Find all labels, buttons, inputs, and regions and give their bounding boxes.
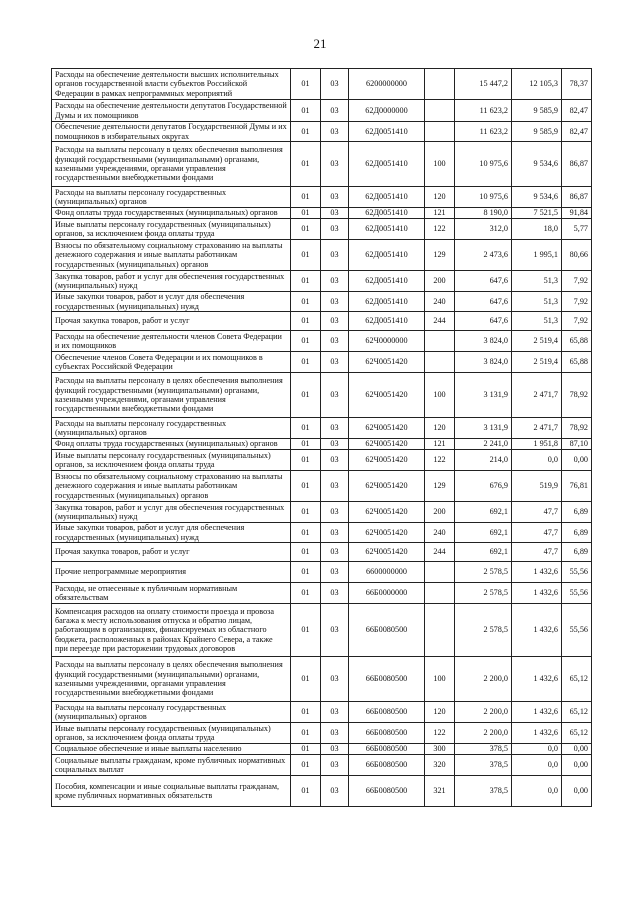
table-cell-name: Расходы на обеспечение деятельности высших исполнительных органов государственной власти субъектов Российской Федерации в рамках непрограммных мероприятий [52, 69, 291, 100]
table-cell-target-article: 62Д0051410 [349, 219, 425, 240]
table-cell-section: 01 [291, 604, 321, 657]
table-cell-section: 01 [291, 502, 321, 523]
table-cell-subsection: 03 [321, 657, 349, 702]
table-cell-fact: 0,0 [512, 776, 562, 807]
table-cell-fact: 2 471,7 [512, 418, 562, 439]
table-cell-subsection: 03 [321, 755, 349, 776]
table-row [52, 439, 592, 450]
table-cell-expense-type: 200 [425, 502, 455, 523]
table-cell-name: Расходы, не отнесенные к публичным нормативным обязательствам [52, 583, 291, 604]
table-cell-percent: 86,87 [562, 142, 592, 187]
table-cell-plan: 2 200,0 [455, 723, 512, 744]
table-cell-section: 01 [291, 292, 321, 312]
table-cell-name: Взносы по обязательному социальному страхованию на выплаты денежного содержания и иные выплаты работникам государственных (муниципальных) органов [52, 471, 291, 502]
table-cell-fact: 9 534,6 [512, 142, 562, 187]
table-cell-plan: 3 824,0 [455, 352, 512, 373]
table-cell-target-article: 66Б0080500 [349, 657, 425, 702]
table-cell-expense-type: 121 [425, 208, 455, 219]
table-cell-subsection: 03 [321, 523, 349, 543]
table-cell-plan: 3 131,9 [455, 373, 512, 418]
table-row [52, 502, 592, 523]
table-cell-target-article: 62Д0051410 [349, 292, 425, 312]
table-cell-fact: 1 432,6 [512, 562, 562, 583]
table-cell-fact: 9 585,9 [512, 100, 562, 122]
table-cell-target-article: 66Б0080500 [349, 723, 425, 744]
table-cell-target-article: 62Ч0051420 [349, 418, 425, 439]
table-cell-expense-type: 321 [425, 776, 455, 807]
table-row [52, 373, 592, 418]
table-cell-plan: 692,1 [455, 543, 512, 562]
table-cell-fact: 51,3 [512, 271, 562, 292]
table-row [52, 744, 592, 755]
table-cell-section: 01 [291, 755, 321, 776]
table-cell-fact: 51,3 [512, 292, 562, 312]
table-cell-expense-type: 122 [425, 723, 455, 744]
table-cell-percent: 0,00 [562, 755, 592, 776]
table-row [52, 312, 592, 331]
table-row [52, 562, 592, 583]
table-cell-section: 01 [291, 312, 321, 331]
table-cell-subsection: 03 [321, 219, 349, 240]
table-cell-name: Социальные выплаты гражданам, кроме публичных нормативных социальных выплат [52, 755, 291, 776]
table-cell-expense-type [425, 122, 455, 142]
table-cell-target-article: 62Д0051410 [349, 122, 425, 142]
table-cell-percent: 7,92 [562, 312, 592, 331]
table-cell-name: Расходы на обеспечение деятельности членов Совета Федерации и их помощников [52, 331, 291, 352]
table-cell-subsection: 03 [321, 142, 349, 187]
table-cell-name: Иные выплаты персоналу государственных (муниципальных) органов, за исключением фонда оплаты труда [52, 219, 291, 240]
table-cell-target-article: 66Б0080500 [349, 702, 425, 723]
table-cell-percent: 55,56 [562, 562, 592, 583]
table-cell-name: Расходы на выплаты персоналу государственных (муниципальных) органов [52, 418, 291, 439]
table-cell-name: Социальное обеспечение и иные выплаты населению [52, 744, 291, 755]
table-cell-fact: 18,0 [512, 219, 562, 240]
table-cell-name: Взносы по обязательному социальному страхованию на выплаты денежного содержания и иные выплаты работникам государственных (муниципальных) органов [52, 240, 291, 271]
table-cell-name: Иные закупки товаров, работ и услуг для обеспечения государственных (муниципальных) нужд [52, 292, 291, 312]
table-cell-plan: 378,5 [455, 755, 512, 776]
table-cell-section: 01 [291, 122, 321, 142]
table-cell-section: 01 [291, 523, 321, 543]
table-cell-name: Прочие непрограммные мероприятия [52, 562, 291, 583]
table-cell-subsection: 03 [321, 271, 349, 292]
table-cell-name: Расходы на выплаты персоналу в целях обеспечения выполнения функций государственными (муниципальными) органами, казенными учреждениями, органами управления государственными внебюджетными фондами [52, 657, 291, 702]
table-cell-section: 01 [291, 657, 321, 702]
table-cell-expense-type [425, 352, 455, 373]
table-cell-expense-type [425, 100, 455, 122]
table-cell-expense-type: 100 [425, 657, 455, 702]
budget-table [51, 68, 592, 807]
table-cell-expense-type: 244 [425, 312, 455, 331]
table-cell-plan: 692,1 [455, 502, 512, 523]
table-row [52, 69, 592, 100]
table-cell-target-article: 66Б0080500 [349, 776, 425, 807]
table-cell-section: 01 [291, 142, 321, 187]
table-cell-fact: 0,0 [512, 755, 562, 776]
table-cell-subsection: 03 [321, 312, 349, 331]
table-cell-target-article: 62Ч0051420 [349, 543, 425, 562]
table-cell-section: 01 [291, 373, 321, 418]
table-cell-fact: 1 432,6 [512, 702, 562, 723]
table-cell-percent: 82,47 [562, 100, 592, 122]
table-cell-plan: 676,9 [455, 471, 512, 502]
table-cell-percent: 87,10 [562, 439, 592, 450]
table-cell-subsection: 03 [321, 439, 349, 450]
table-cell-name: Прочая закупка товаров, работ и услуг [52, 543, 291, 562]
table-cell-subsection: 03 [321, 122, 349, 142]
table-cell-plan: 10 975,6 [455, 187, 512, 208]
table-cell-fact: 51,3 [512, 312, 562, 331]
table-cell-percent: 65,12 [562, 657, 592, 702]
table-cell-percent: 76,81 [562, 471, 592, 502]
table-cell-subsection: 03 [321, 69, 349, 100]
table-cell-fact: 519,9 [512, 471, 562, 502]
table-cell-percent: 78,37 [562, 69, 592, 100]
table-cell-section: 01 [291, 723, 321, 744]
table-cell-section: 01 [291, 744, 321, 755]
table-cell-plan: 3 131,9 [455, 418, 512, 439]
table-body [52, 69, 592, 807]
table-row [52, 418, 592, 439]
table-cell-name: Прочая закупка товаров, работ и услуг [52, 312, 291, 331]
table-cell-fact: 12 105,3 [512, 69, 562, 100]
table-cell-name: Иные закупки товаров, работ и услуг для обеспечения государственных (муниципальных) нужд [52, 523, 291, 543]
table-cell-expense-type [425, 604, 455, 657]
table-cell-plan: 2 578,5 [455, 604, 512, 657]
table-cell-subsection: 03 [321, 776, 349, 807]
table-cell-section: 01 [291, 583, 321, 604]
table-cell-fact: 1 951,8 [512, 439, 562, 450]
table-row [52, 100, 592, 122]
table-cell-plan: 2 200,0 [455, 657, 512, 702]
table-cell-percent: 6,89 [562, 543, 592, 562]
table-cell-target-article: 66Б0080500 [349, 604, 425, 657]
table-row [52, 352, 592, 373]
table-row [52, 271, 592, 292]
table-cell-subsection: 03 [321, 450, 349, 471]
table-cell-section: 01 [291, 450, 321, 471]
table-row [52, 331, 592, 352]
table-cell-section: 01 [291, 100, 321, 122]
table-cell-percent: 78,92 [562, 418, 592, 439]
table-cell-section: 01 [291, 439, 321, 450]
table-cell-expense-type: 100 [425, 373, 455, 418]
table-cell-expense-type: 244 [425, 543, 455, 562]
table-row [52, 583, 592, 604]
table-cell-expense-type: 122 [425, 219, 455, 240]
table-cell-expense-type: 121 [425, 439, 455, 450]
table-cell-target-article: 66Б0080500 [349, 755, 425, 776]
table-cell-fact: 2 519,4 [512, 352, 562, 373]
table-row [52, 755, 592, 776]
table-cell-percent: 0,00 [562, 776, 592, 807]
table-cell-fact: 1 432,6 [512, 657, 562, 702]
table-cell-percent: 5,77 [562, 219, 592, 240]
table-cell-plan: 8 190,0 [455, 208, 512, 219]
table-cell-target-article: 6600000000 [349, 562, 425, 583]
table-cell-fact: 47,7 [512, 502, 562, 523]
table-cell-section: 01 [291, 543, 321, 562]
table-cell-section: 01 [291, 271, 321, 292]
table-cell-target-article: 62Д0000000 [349, 100, 425, 122]
table-cell-subsection: 03 [321, 604, 349, 657]
table-cell-section: 01 [291, 219, 321, 240]
table-cell-name: Фонд оплаты труда государственных (муниципальных) органов [52, 208, 291, 219]
table-cell-fact: 1 432,6 [512, 604, 562, 657]
table-cell-fact: 1 432,6 [512, 723, 562, 744]
table-cell-percent: 0,00 [562, 744, 592, 755]
table-cell-name: Фонд оплаты труда государственных (муниципальных) органов [52, 439, 291, 450]
table-cell-target-article: 6200000000 [349, 69, 425, 100]
table-cell-percent: 7,92 [562, 292, 592, 312]
table-cell-fact: 9 534,6 [512, 187, 562, 208]
table-row [52, 240, 592, 271]
table-cell-name: Обеспечение деятельности депутатов Государственной Думы и их помощников в избирательных округах [52, 122, 291, 142]
table-cell-name: Расходы на выплаты персоналу государственных (муниципальных) органов [52, 702, 291, 723]
table-cell-subsection: 03 [321, 583, 349, 604]
table-cell-target-article: 62Д0051410 [349, 187, 425, 208]
table-cell-target-article: 62Ч0051420 [349, 439, 425, 450]
table-cell-section: 01 [291, 208, 321, 219]
table-cell-target-article: 62Д0051410 [349, 142, 425, 187]
table-row [52, 543, 592, 562]
table-cell-subsection: 03 [321, 373, 349, 418]
table-cell-expense-type [425, 583, 455, 604]
table-cell-subsection: 03 [321, 418, 349, 439]
table-row [52, 187, 592, 208]
table-cell-section: 01 [291, 352, 321, 373]
table-cell-fact: 47,7 [512, 523, 562, 543]
table-row [52, 702, 592, 723]
table-cell-subsection: 03 [321, 543, 349, 562]
table-cell-percent: 6,89 [562, 502, 592, 523]
table-cell-expense-type [425, 562, 455, 583]
table-cell-plan: 2 578,5 [455, 562, 512, 583]
table-cell-percent: 0,00 [562, 450, 592, 471]
table-row [52, 657, 592, 702]
table-row [52, 450, 592, 471]
table-row [52, 776, 592, 807]
table-cell-expense-type: 100 [425, 142, 455, 187]
table-cell-target-article: 62Ч0051420 [349, 523, 425, 543]
table-cell-section: 01 [291, 418, 321, 439]
table-cell-target-article: 62Ч0051420 [349, 352, 425, 373]
table-cell-subsection: 03 [321, 100, 349, 122]
table-cell-target-article: 62Д0051410 [349, 271, 425, 292]
table-cell-target-article: 62Ч0051420 [349, 502, 425, 523]
table-cell-subsection: 03 [321, 471, 349, 502]
table-cell-plan: 15 447,2 [455, 69, 512, 100]
table-cell-name: Компенсация расходов на оплату стоимости проезда и провоза багажа к месту использования отпуска и обратно лицам, работающим в организациях, финансируемых из областного бюджета, расположенных в районах Крайнего Севера, а также при переезде при расторжении трудовых договоров [52, 604, 291, 657]
table-cell-target-article: 62Ч0051420 [349, 450, 425, 471]
table-cell-percent: 82,47 [562, 122, 592, 142]
table-cell-plan: 11 623,2 [455, 122, 512, 142]
table-cell-name: Пособия, компенсации и иные социальные выплаты гражданам, кроме публичных нормативных обязательств [52, 776, 291, 807]
table-cell-percent: 65,12 [562, 702, 592, 723]
table-cell-subsection: 03 [321, 187, 349, 208]
table-cell-plan: 3 824,0 [455, 331, 512, 352]
page-number: 21 [313, 36, 327, 51]
table-cell-expense-type: 320 [425, 755, 455, 776]
table-cell-plan: 11 623,2 [455, 100, 512, 122]
table-cell-subsection: 03 [321, 744, 349, 755]
table-cell-expense-type: 240 [425, 523, 455, 543]
table-cell-name: Закупка товаров, работ и услуг для обеспечения государственных (муниципальных) нужд [52, 502, 291, 523]
table-cell-fact: 0,0 [512, 450, 562, 471]
table-cell-subsection: 03 [321, 562, 349, 583]
table-cell-name: Закупка товаров, работ и услуг для обеспечения государственных (муниципальных) нужд [52, 271, 291, 292]
table-cell-plan: 2 578,5 [455, 583, 512, 604]
table-cell-expense-type: 240 [425, 292, 455, 312]
table-cell-plan: 647,6 [455, 312, 512, 331]
table-cell-target-article: 62Д0051410 [349, 240, 425, 271]
table-cell-name: Расходы на обеспечение деятельности депутатов Государственной Думы и их помощников [52, 100, 291, 122]
table-cell-percent: 80,66 [562, 240, 592, 271]
table-cell-expense-type [425, 331, 455, 352]
table-cell-subsection: 03 [321, 208, 349, 219]
table-cell-target-article: 62Д0051410 [349, 312, 425, 331]
table-cell-plan: 214,0 [455, 450, 512, 471]
table-cell-target-article: 62Ч0000000 [349, 331, 425, 352]
table-cell-name: Иные выплаты персоналу государственных (муниципальных) органов, за исключением фонда оплаты труда [52, 450, 291, 471]
table-cell-section: 01 [291, 187, 321, 208]
table-cell-percent: 78,92 [562, 373, 592, 418]
table-cell-name: Обеспечение членов Совета Федерации и их помощников в субъектах Российской Федерации [52, 352, 291, 373]
table-cell-section: 01 [291, 471, 321, 502]
table-cell-plan: 647,6 [455, 271, 512, 292]
table-cell-percent: 6,89 [562, 523, 592, 543]
table-row [52, 208, 592, 219]
table-cell-expense-type [425, 69, 455, 100]
table-cell-plan: 647,6 [455, 292, 512, 312]
table-cell-name: Расходы на выплаты персоналу государственных (муниципальных) органов [52, 187, 291, 208]
table-cell-fact: 2 471,7 [512, 373, 562, 418]
table-cell-percent: 65,88 [562, 331, 592, 352]
table-cell-target-article: 66Б0080500 [349, 744, 425, 755]
table-cell-section: 01 [291, 702, 321, 723]
table-cell-expense-type: 200 [425, 271, 455, 292]
table-cell-subsection: 03 [321, 331, 349, 352]
table-row [52, 723, 592, 744]
table-cell-plan: 10 975,6 [455, 142, 512, 187]
table-row [52, 219, 592, 240]
table-cell-plan: 2 200,0 [455, 702, 512, 723]
table-cell-plan: 378,5 [455, 776, 512, 807]
table-cell-target-article: 62Ч0051420 [349, 471, 425, 502]
table-cell-fact: 0,0 [512, 744, 562, 755]
table-cell-percent: 55,56 [562, 583, 592, 604]
table-cell-expense-type: 120 [425, 187, 455, 208]
table-cell-fact: 1 432,6 [512, 583, 562, 604]
table-cell-subsection: 03 [321, 352, 349, 373]
table-cell-section: 01 [291, 69, 321, 100]
table-row [52, 292, 592, 312]
table-cell-fact: 7 521,5 [512, 208, 562, 219]
table-cell-expense-type: 300 [425, 744, 455, 755]
table-cell-fact: 2 519,4 [512, 331, 562, 352]
table-cell-expense-type: 120 [425, 418, 455, 439]
table-cell-plan: 2 241,0 [455, 439, 512, 450]
table-cell-name: Расходы на выплаты персоналу в целях обеспечения выполнения функций государственными (муниципальными) органами, казенными учреждениями, органами управления государственными внебюджетными фондами [52, 373, 291, 418]
table-cell-section: 01 [291, 240, 321, 271]
table-cell-percent: 7,92 [562, 271, 592, 292]
table-cell-percent: 86,87 [562, 187, 592, 208]
table-cell-target-article: 62Д0051410 [349, 208, 425, 219]
table-cell-subsection: 03 [321, 240, 349, 271]
table-cell-percent: 55,56 [562, 604, 592, 657]
table-cell-percent: 91,84 [562, 208, 592, 219]
table-row [52, 523, 592, 543]
table-cell-subsection: 03 [321, 702, 349, 723]
table-cell-plan: 312,0 [455, 219, 512, 240]
table-cell-name: Иные выплаты персоналу государственных (муниципальных) органов, за исключением фонда оплаты труда [52, 723, 291, 744]
table-cell-fact: 1 995,1 [512, 240, 562, 271]
table-row [52, 604, 592, 657]
table-cell-expense-type: 120 [425, 702, 455, 723]
table-cell-expense-type: 129 [425, 240, 455, 271]
table-cell-plan: 692,1 [455, 523, 512, 543]
table-cell-plan: 378,5 [455, 744, 512, 755]
table-row [52, 122, 592, 142]
table-cell-target-article: 62Ч0051420 [349, 373, 425, 418]
table-cell-target-article: 66Б0000000 [349, 583, 425, 604]
table-cell-percent: 65,88 [562, 352, 592, 373]
table-row [52, 142, 592, 187]
table-cell-percent: 65,12 [562, 723, 592, 744]
table-cell-fact: 9 585,9 [512, 122, 562, 142]
table-cell-expense-type: 122 [425, 450, 455, 471]
table-cell-section: 01 [291, 776, 321, 807]
table-cell-subsection: 03 [321, 292, 349, 312]
table-cell-subsection: 03 [321, 723, 349, 744]
table-cell-subsection: 03 [321, 502, 349, 523]
table-cell-expense-type: 129 [425, 471, 455, 502]
table-cell-plan: 2 473,6 [455, 240, 512, 271]
table-cell-fact: 47,7 [512, 543, 562, 562]
table-cell-section: 01 [291, 331, 321, 352]
table-cell-name: Расходы на выплаты персоналу в целях обеспечения выполнения функций государственными (муниципальными) органами, казенными учреждениями, органами управления государственными внебюджетными фондами [52, 142, 291, 187]
table-row [52, 471, 592, 502]
table-cell-section: 01 [291, 562, 321, 583]
